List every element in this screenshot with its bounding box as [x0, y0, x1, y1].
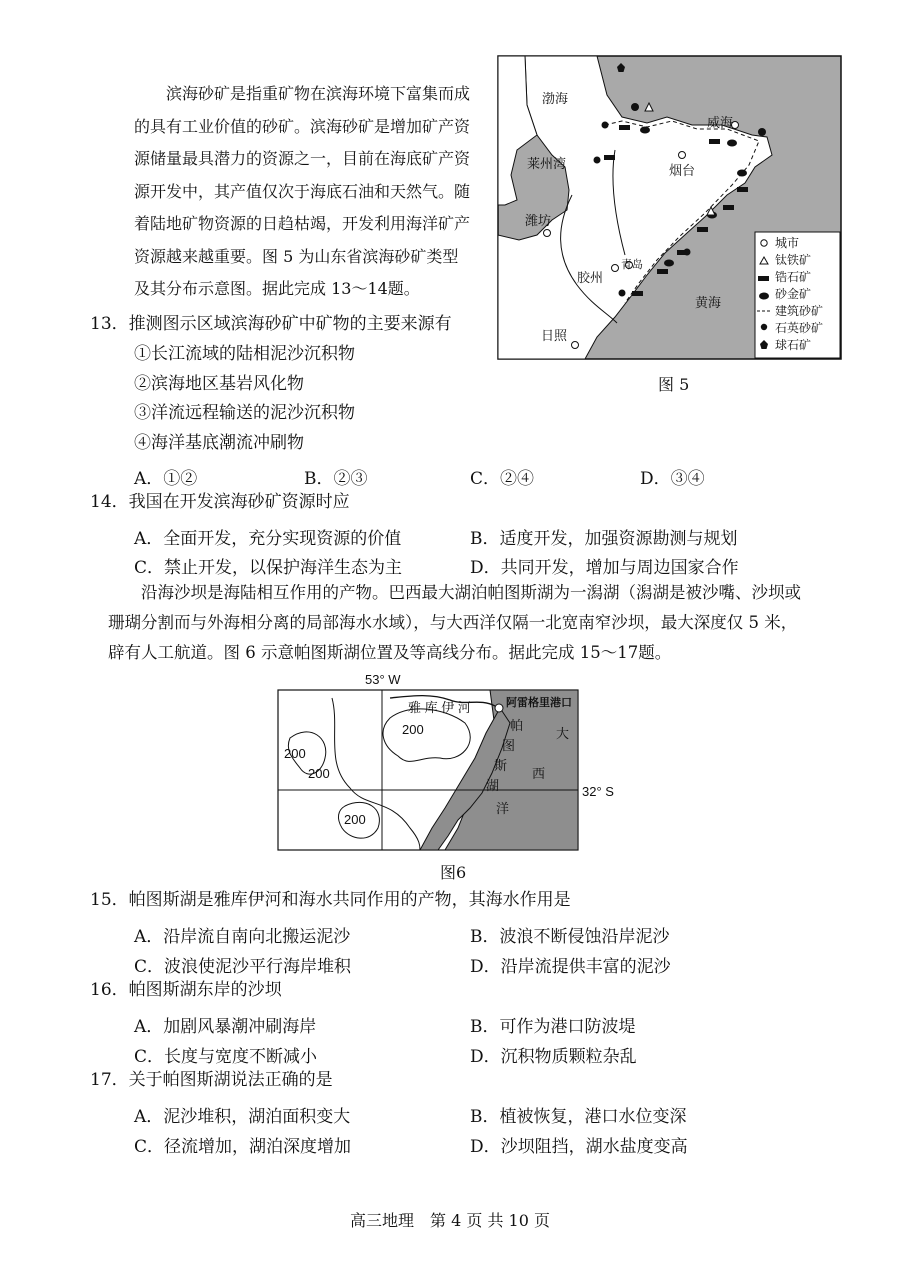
- page-footer: 高三地理 第 4 页 共 10 页: [350, 1211, 550, 1230]
- q15-option-c: C．波浪使泥沙平行海岸堆积: [134, 957, 352, 977]
- fig6-river-label: 雅 库 伊 河: [408, 700, 471, 715]
- label-rizhao: 日照: [541, 328, 568, 343]
- q16-option-d: D．沉积物质颗粒杂乱: [470, 1047, 637, 1067]
- q15-option-b: B．波浪不断侵蚀沿岸泥沙: [470, 927, 670, 947]
- label-weifang: 潍坊: [525, 213, 552, 228]
- label-jiaozhou: 胶州: [577, 270, 604, 285]
- q15-option-a: A．沿岸流自南向北搬运泥沙: [134, 927, 351, 947]
- q13-item-3: ③洋流远程输送的泥沙沉积物: [134, 403, 355, 423]
- fig6-ocean-2: 西: [532, 766, 546, 781]
- intro-paragraph: 滨海砂矿是指重矿物在滨海环境下富集而成的具有工业价值的砂矿。滨海砂矿是增加矿产资源储量最具潜力的资源之一，目前在海底矿产资源开发中，其产值仅次于海底石油和天然气。随着陆地矿物资源的日趋枯竭，开发利用海洋矿产资源越来越重要。图 5 为山东省滨海砂矿类型及其分布示意图。据此完成 13～14题。: [134, 84, 471, 298]
- legend-quartz-sand: 石英砂矿: [775, 321, 824, 335]
- q15-stem: 15．帕图斯湖是雅库伊河和海水共同作用的产物，其海水作用是: [90, 890, 571, 910]
- label-bohai: 渤海: [542, 91, 569, 106]
- q13-item-4: ④海洋基底潮流冲刷物: [134, 433, 304, 453]
- q13-item-2: ②滨海地区基岩风化物: [134, 374, 304, 394]
- legend-city: 城市: [775, 236, 800, 250]
- q13-option-b: B．②③: [304, 469, 368, 489]
- legend-ilmenite: 钛铁矿: [775, 253, 812, 267]
- q14-stem: 14．我国在开发滨海砂矿资源时应: [90, 492, 350, 512]
- legend-pebble: 球石矿: [775, 338, 812, 352]
- fig6-contour-1: 200: [402, 722, 424, 737]
- label-qingdao: 青岛: [621, 259, 643, 271]
- fig6-lake-2: 图: [502, 738, 516, 753]
- q14-option-c: C．禁止开发，以保护海洋生态为主: [134, 558, 403, 578]
- q17-option-b: B．植被恢复，港口水位变深: [470, 1107, 687, 1127]
- label-yantai: 烟台: [669, 163, 696, 178]
- figure-6-caption: 图6: [440, 863, 467, 882]
- q13-option-d: D．③④: [640, 469, 705, 489]
- label-huanghai: 黄海: [695, 295, 722, 310]
- legend-construction-sand: 建筑砂矿: [775, 304, 824, 318]
- fig6-longitude: 53° W: [365, 672, 401, 687]
- figure-5-caption: 图 5: [658, 375, 690, 394]
- q14-option-b: B．适度开发，加强资源勘测与规划: [470, 529, 738, 549]
- q16-stem: 16．帕图斯湖东岸的沙坝: [90, 980, 282, 1000]
- q16-option-c: C．长度与宽度不断减小: [134, 1047, 318, 1067]
- q14-option-d: D．共同开发，增加与周边国家合作: [470, 558, 739, 578]
- q17-option-a: A．泥沙堆积，湖泊面积变大: [134, 1107, 351, 1127]
- fig6-contour-3: 200: [308, 766, 330, 781]
- fig6-ocean-1: 大: [556, 726, 570, 741]
- q17-option-c: C．径流增加，湖泊深度增加: [134, 1137, 352, 1157]
- q13-stem: 13．推测图示区域滨海砂矿中矿物的主要来源有: [90, 314, 452, 334]
- figure-6-map: [270, 668, 620, 858]
- label-weihai: 威海: [707, 115, 734, 130]
- map-legend: [755, 232, 840, 358]
- q16-option-a: A．加剧风暴潮冲刷海岸: [134, 1017, 317, 1037]
- legend-placer-gold: 砂金矿: [775, 287, 812, 301]
- fig6-contour-2: 200: [284, 746, 306, 761]
- q16-option-b: B．可作为港口防波堤: [470, 1017, 636, 1037]
- legend-zircon: 锆石矿: [775, 270, 812, 284]
- q13-option-a: A．①②: [134, 469, 198, 489]
- passage-2: 沿海沙坝是海陆相互作用的产物。巴西最大湖泊帕图斯湖为一潟湖（潟湖是被沙嘴、沙坝或珊瑚分割而与外海相分离的局部海水水域），与大西洋仅隔一北宽南窄沙坝，最大深度仅 5 米，辟有人工航道。图 6 示意帕图斯湖位置及等高线分布。据此完成 15～17题。: [108, 583, 801, 662]
- fig6-lake-3: 斯: [494, 758, 508, 773]
- q15-option-d: D．沿岸流提供丰富的泥沙: [470, 957, 671, 977]
- q17-option-d: D．沙坝阻挡，湖水盐度变高: [470, 1137, 688, 1157]
- fig6-lake-1: 帕: [510, 718, 524, 733]
- fig6-ocean-3: 洋: [496, 801, 510, 816]
- q13-option-c: C．②④: [470, 469, 535, 489]
- fig6-lake-4: 湖: [486, 778, 500, 793]
- fig6-latitude: 32° S: [582, 784, 614, 799]
- fig6-contour-4: 200: [344, 812, 366, 827]
- figure-5-map: [497, 55, 842, 360]
- fig6-port-label: 阿雷格里港口: [506, 697, 572, 709]
- q13-item-1: ①长江流域的陆相泥沙沉积物: [134, 344, 355, 364]
- q14-option-a: A．全面开发，充分实现资源的价值: [134, 529, 402, 549]
- q17-stem: 17．关于帕图斯湖说法正确的是: [90, 1070, 333, 1090]
- label-laizhouwan: 莱州湾: [527, 156, 567, 171]
